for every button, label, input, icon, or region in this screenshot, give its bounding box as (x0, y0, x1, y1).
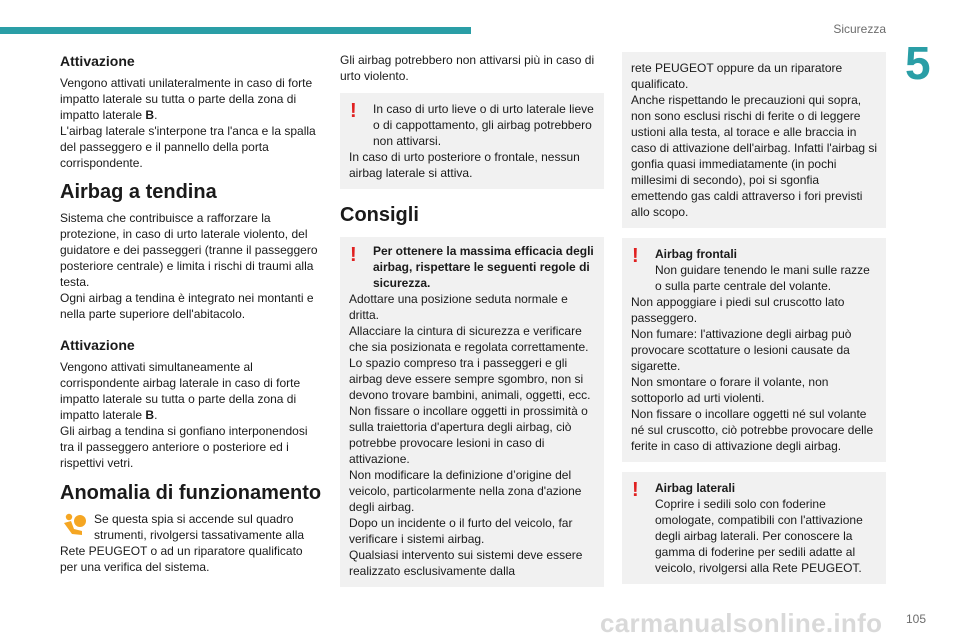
frontali-line: Non smontare o forare il volante, non sottoporlo ad urti violenti. (631, 375, 829, 405)
consigli-line: Non fissare o incollare oggetti in prossimità o sulla traiettoria d'apertura degli airbag, ciò potrebbe provocare lesioni in caso di attivazione. (349, 404, 588, 466)
paragraph-tendina: Sistema che contribuisce a rafforzare la protezione, in caso di urto laterale violento, del guidatore e dei passeggeri (tranne il passeggero posteriore centrale) e limita i rischi di traumi alla testa. (60, 211, 318, 289)
column-left (60, 52, 322, 575)
frontali-line: Non appoggiare i piedi sul cruscotto lato passeggero. (631, 295, 845, 325)
heading-consigli: Consigli (340, 204, 419, 226)
warning-icon: ! (632, 479, 639, 501)
warning-icon: ! (350, 244, 357, 266)
warning-icon: ! (632, 245, 639, 267)
heading-anomalia: Anomalia di funzionamento (60, 482, 322, 504)
warning-box-laterali (622, 472, 886, 584)
anomalia-block (60, 511, 322, 575)
consigli-line: Non modificare la definizione d’origine del veicolo, particolarmente nella zona d'azione degli airbag. (349, 468, 582, 514)
paragraph-anomalia: Se questa spia si accende sul quadro strumenti, rivolgersi tassativamente alla Rete PEUGEOT o ad un riparatore qualificato per una verifica del sistema. (60, 512, 305, 574)
chapter-number: 5 (905, 37, 931, 89)
heading-attivazione-1: Attivazione (60, 53, 135, 69)
paragraph-tendina-gonfiano: Gli airbag a tendina si gonfiano interponendosi tra il passeggero anteriore o posteriore ed i rispettivi vetri. (60, 424, 308, 470)
paragraph-tendina-2: Ogni airbag a tendina è integrato nei montanti e nella parte superiore dell'abitacolo. (60, 291, 314, 321)
warning-box-frontali (622, 238, 886, 462)
section-title: Sicurezza (833, 22, 886, 36)
page-number: 105 (905, 612, 926, 626)
paragraph-intro: Gli airbag potrebbero non attivarsi più in caso di urto violento. (340, 53, 595, 83)
watermark: carmanualsonline.info (600, 608, 883, 638)
header-accent-bar (0, 27, 471, 34)
consigli-line: Adottare una posizione seduta normale e dritta. (349, 292, 568, 322)
continuation-box (622, 52, 886, 228)
heading-airbag-tendina: Airbag a tendina (60, 181, 217, 203)
laterali-text: Coprire i sedili solo con foderine omologate, compatibili con l'attivazione degli airbag laterali. Per conoscere la gamma di foderine per sedili adatte al veicolo, rivolgersi alla Rete PEUGEOT. (655, 497, 863, 575)
heading-attivazione-2: Attivazione (60, 337, 135, 353)
warning-text-2: In caso di urto posteriore o frontale, nessun airbag laterale si attiva. (349, 150, 580, 180)
airbag-warning-lamp-icon (60, 511, 88, 539)
continuation-line: rete PEUGEOT oppure da un riparatore qualificato. (631, 61, 843, 91)
consigli-line: Allacciare la cintura di sicurezza e verificare che sia posizionata e regolata correttamente. (349, 324, 589, 354)
frontali-line: Non guidare tenendo le mani sulle razze o sulla parte centrale del volante. (655, 263, 870, 293)
warning-icon: ! (350, 100, 357, 122)
consigli-line: Lo spazio compreso tra i passeggeri e gli airbag deve essere sempre sgombro, non si devono trovare bambini, animali, oggetti, ecc. (349, 356, 591, 402)
continuation-line: Anche rispettando le precauzioni qui sopra, non sono esclusi rischi di ferite o di leggere ustioni alla testa, al torace e alle braccia in caso di attivazione dell'airbag. Infatti l'airbag si gonfia quasi immediatamente (in pochi millesimi di secondo), poi si sgonfia emettendo gas caldi attraverso i fori previsti allo scopo. (631, 93, 878, 219)
warning-box-consigli (340, 237, 604, 587)
paragraph-attivazione-1: Vengono attivati unilateralmente in caso di forte impatto laterale su tutta o parte della zona di impatto laterale B. (60, 76, 313, 122)
paragraph-attivazione-2: Vengono attivati simultaneamente al corrispondente airbag laterale in caso di forte impatto laterale su tutta o parte della zona di impatto laterale B. (60, 360, 301, 422)
paragraph-airbag-laterale: L'airbag laterale s'interpone tra l'anca e la spalla del passeggero e il pannello della porta corrispondente. (60, 124, 316, 170)
frontali-line: Non fissare o incollare oggetti né sul volante né sul cruscotto, ciò potrebbe provocare delle ferite in caso di attivazione degli airbag. (631, 407, 874, 453)
laterali-title: Airbag laterali (655, 481, 736, 495)
frontali-title: Airbag frontali (655, 247, 738, 261)
warning-text-1: In caso di urto lieve o di urto laterale lieve o di cappottamento, gli airbag potrebbero non attivarsi. (373, 102, 594, 148)
consigli-line: Dopo un incidente o il furto del veicolo, far verificare i sistemi airbag. (349, 516, 573, 546)
consigli-line: Qualsiasi intervento sui sistemi deve essere realizzato esclusivamente dalla (349, 548, 583, 578)
frontali-line: Non fumare: l'attivazione degli airbag può provocare scottature o lesioni causate da sigarette. (631, 327, 852, 373)
column-middle (340, 52, 604, 587)
warning-box-urto (340, 93, 604, 189)
consigli-title: Per ottenere la massima efficacia degli airbag, rispettare le seguenti regole di sicurezza. (373, 244, 594, 290)
column-right (622, 52, 886, 584)
